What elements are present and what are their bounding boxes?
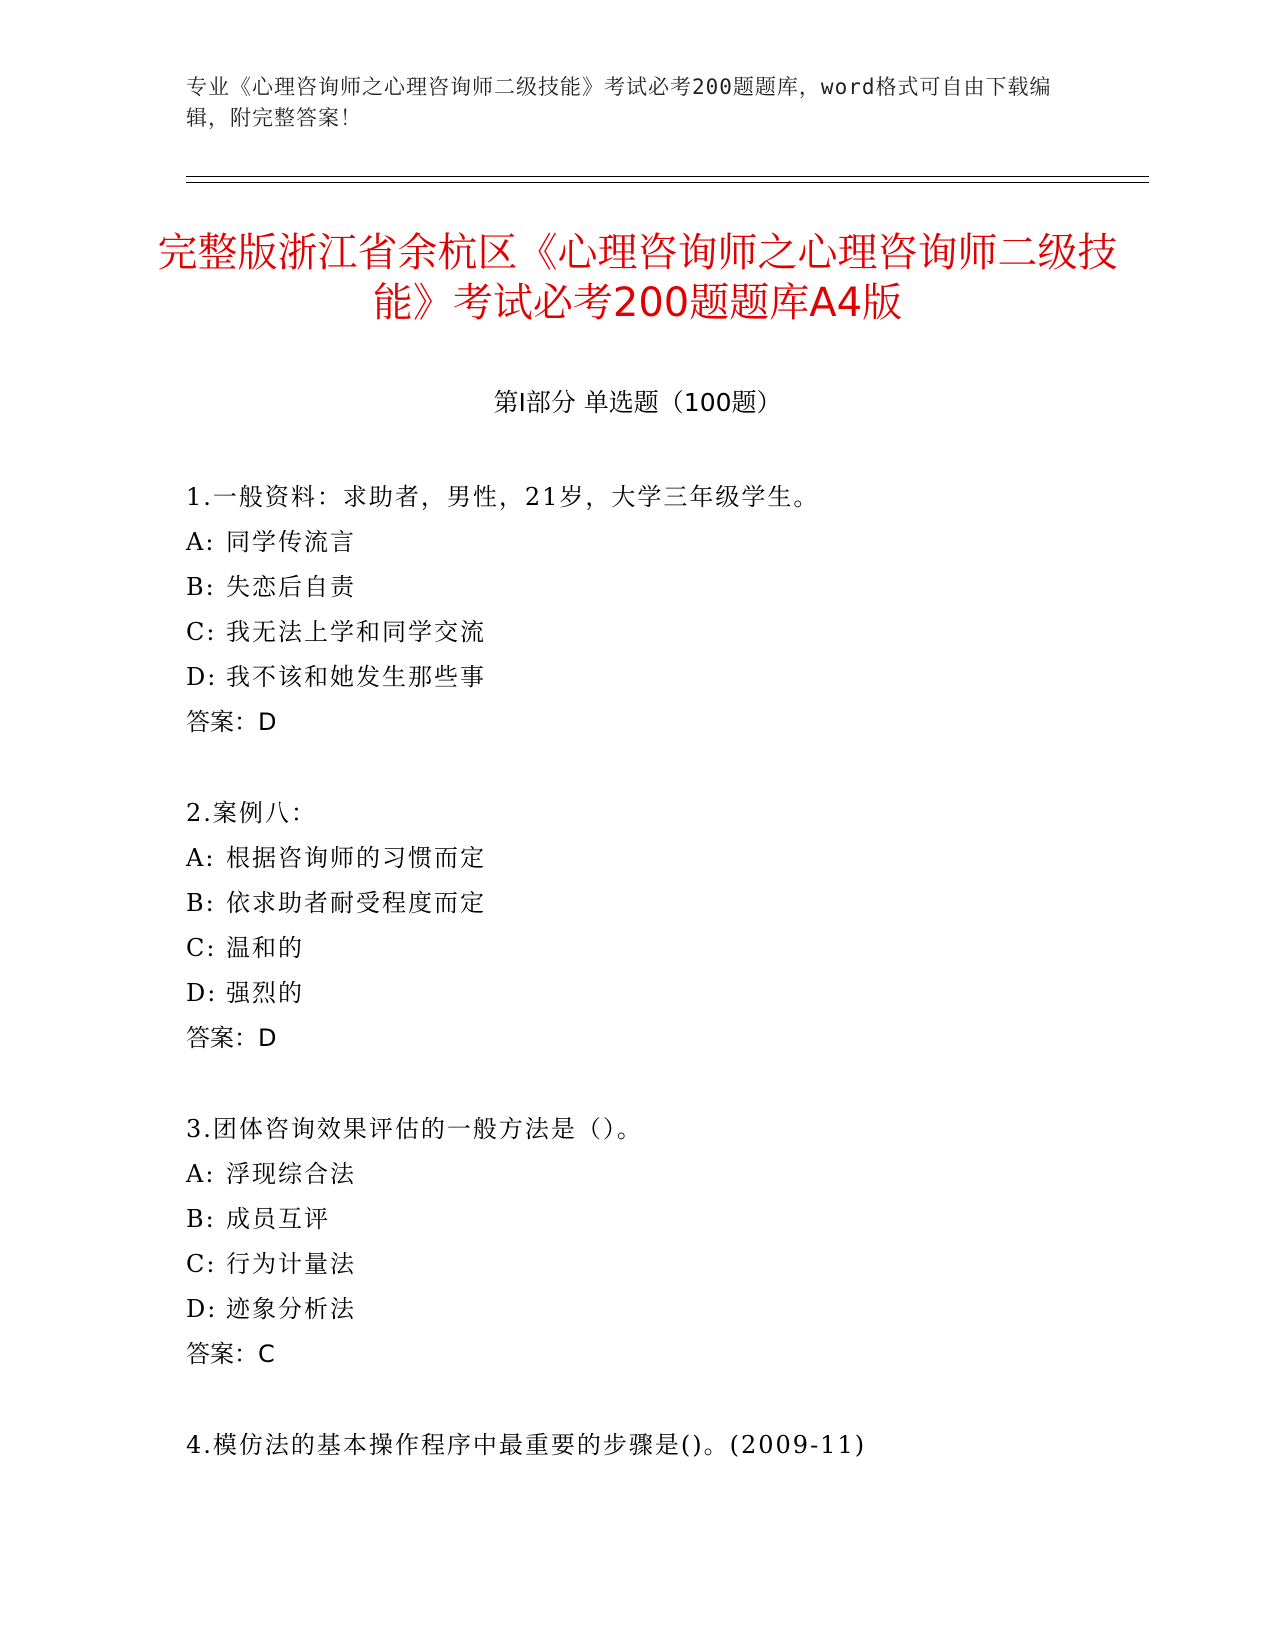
answer-label: 答案：D — [186, 1024, 277, 1052]
option-text: 强烈的 — [226, 979, 304, 1007]
answer-label: 答案：D — [186, 708, 277, 736]
header-rule-bottom — [186, 182, 1149, 183]
option-text: 根据咨询师的习惯而定 — [226, 844, 486, 872]
option-letter: B: — [186, 573, 216, 601]
option-a — [186, 520, 1146, 565]
option-d — [186, 971, 1146, 1016]
option-letter: C: — [186, 1250, 217, 1278]
option-text: 浮现综合法 — [226, 1160, 356, 1188]
option-text: 迹象分析法 — [226, 1295, 356, 1323]
option-text: 我无法上学和同学交流 — [226, 618, 486, 646]
option-d — [186, 655, 1146, 700]
section-title: 第Ⅰ部分 单选题（100题） — [493, 388, 782, 417]
option-text: 失恋后自责 — [226, 573, 356, 601]
question-3 — [186, 1107, 1146, 1377]
option-letter: A: — [186, 528, 216, 556]
option-letter: A: — [186, 1160, 216, 1188]
option-c — [186, 610, 1146, 655]
option-letter: D: — [186, 979, 218, 1007]
header-note: 专业《心理咨询师之心理咨询师二级技能》考试必考200题题库，word格式可自由下载编辑，附完整答案！ — [186, 75, 1052, 130]
answer-label: 答案：C — [186, 1340, 275, 1368]
option-text: 成员互评 — [226, 1205, 330, 1233]
question-list — [186, 475, 1146, 1514]
question-stem: 3.团体咨询效果评估的一般方法是（）。 — [186, 1115, 643, 1143]
option-letter: B: — [186, 1205, 216, 1233]
option-b — [186, 565, 1146, 610]
option-b — [186, 881, 1146, 926]
header-rule-top — [186, 176, 1149, 177]
option-text: 我不该和她发生那些事 — [226, 663, 486, 691]
option-a — [186, 836, 1146, 881]
question-stem: 1.一般资料：求助者，男性，21岁，大学三年级学生。 — [186, 483, 820, 511]
option-letter: D: — [186, 1295, 218, 1323]
option-letter: B: — [186, 889, 216, 917]
option-b — [186, 1197, 1146, 1242]
option-letter: D: — [186, 663, 218, 691]
question-stem: 4.模仿法的基本操作程序中最重要的步骤是()。(2009-11) — [186, 1431, 867, 1459]
question-1 — [186, 475, 1146, 745]
question-4 — [186, 1423, 1146, 1468]
option-letter: C: — [186, 618, 217, 646]
option-text: 温和的 — [226, 934, 304, 962]
question-2 — [186, 791, 1146, 1061]
option-c — [186, 926, 1146, 971]
option-text: 同学传流言 — [226, 528, 356, 556]
option-d — [186, 1287, 1146, 1332]
option-c — [186, 1242, 1146, 1287]
option-text: 行为计量法 — [226, 1250, 356, 1278]
question-stem: 2.案例八： — [186, 799, 317, 827]
document-title: 完整版浙江省余杭区《心理咨询师之心理咨询师二级技能》考试必考200题题库A4版 — [157, 230, 1118, 326]
option-letter: A: — [186, 844, 216, 872]
option-text: 依求助者耐受程度而定 — [226, 889, 486, 917]
option-letter: C: — [186, 934, 217, 962]
option-a — [186, 1152, 1146, 1197]
